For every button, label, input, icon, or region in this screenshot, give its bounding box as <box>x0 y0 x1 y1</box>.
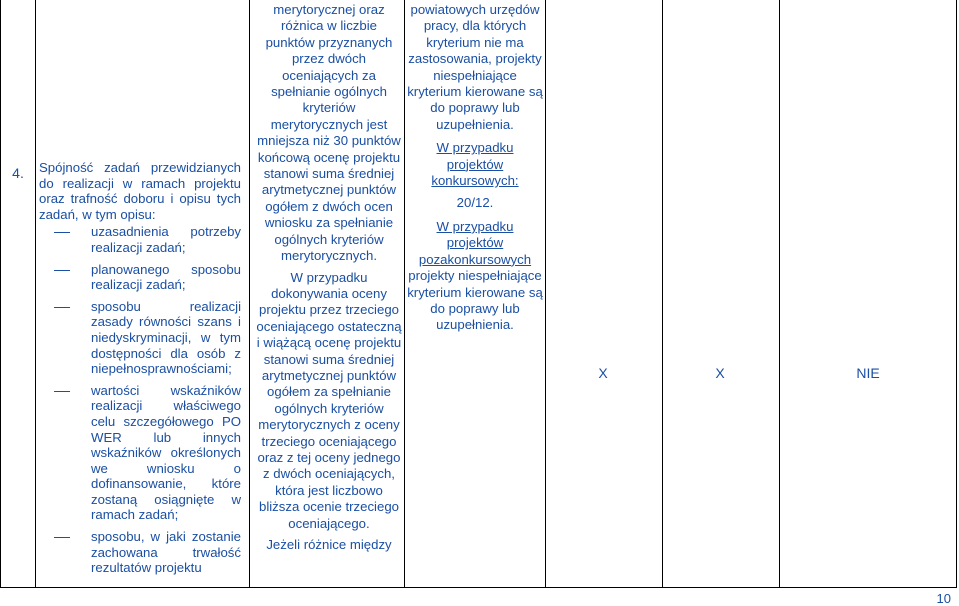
column-divider <box>249 0 250 587</box>
column-divider <box>404 0 405 587</box>
list-item: wartości wskaźników realizacji właściwego celu szczegółowego PO WER lub innych wskaźników określonych we wniosku o dofinansowanie, które zostaną osiągnięte w ramach zadań; <box>39 383 241 523</box>
list-item: planowanego sposobu realizacji zadań; <box>39 262 241 293</box>
column-divider <box>545 0 546 587</box>
list-item: sposobu, w jaki zostanie zachowana trwałość rezultatów projektu <box>39 529 241 576</box>
mark-cell: X <box>715 365 725 381</box>
page-number: 10 <box>936 591 951 606</box>
noncompetitive-text: projekty niespełniające kryterium kierowane są do poprawy lub uzupełnienia. <box>407 268 543 333</box>
method-paragraph: Jeżeli różnice między <box>266 537 392 552</box>
column-divider <box>35 0 36 587</box>
method-paragraph: W przypadku dokonywania oceny projektu przez trzeciego oceniającego ostateczną i wiążącą ocenę projektu stanowi suma średniej arytmetycznej punktów ogółem za spełnianie ogólnych kryteriów merytorycznych z oceny trzeciego oceniającego oraz z tej oceny jednego z dwóch oceniających, która jest liczbowo bliższa ocenie trzeciego oceniającego. <box>256 269 402 531</box>
criterion-list <box>39 224 241 575</box>
method-paragraph: merytorycznej oraz różnica w liczbie punktów przyznanych przez dwóch oceniających za spełnianie ogólnych kryteriów merytorycznych jest mniejsza niż 30 punktów końcową ocenę projektu stanowi suma średniej arytmetycznej punktów ogółem z dwóch ocen wniosku za spełnianie ogólnych kryteriów merytorycznych. <box>257 2 401 264</box>
assessment-effect <box>407 2 543 341</box>
column-divider <box>662 0 663 587</box>
list-item: uzasadnienia potrzeby realizacji zadań; <box>39 224 241 255</box>
criterion-description <box>39 160 241 582</box>
effect-paragraph: powiatowych urzędów pracy, dla których kryterium nie ma zastosowania, projekty niespełniające kryterium kierowane są do poprawy lub uzupełnienia. <box>407 2 543 132</box>
column-divider <box>779 0 780 587</box>
assessment-method <box>256 2 402 558</box>
noncompetitive-label: W przypadku projektów pozakonkursowych <box>418 218 532 267</box>
criterion-lead: Spójność zadań przewidzianych do realizacji w ramach projektu oraz trafność doboru i opisu tych zadań, w tym opisu: <box>39 160 241 222</box>
row-number: 4. <box>12 165 24 181</box>
competitive-value: 20/12. <box>456 195 494 211</box>
list-item: sposobu realizacji zasady równości szans i niedyskryminacji, w tym dostępności dla osób z niepełnosprawnościami; <box>39 299 241 377</box>
mark-cell: X <box>598 365 608 381</box>
competitive-label: W przypadku projektów konkursowych: <box>431 140 519 189</box>
mark-cell: NIE <box>856 365 880 381</box>
